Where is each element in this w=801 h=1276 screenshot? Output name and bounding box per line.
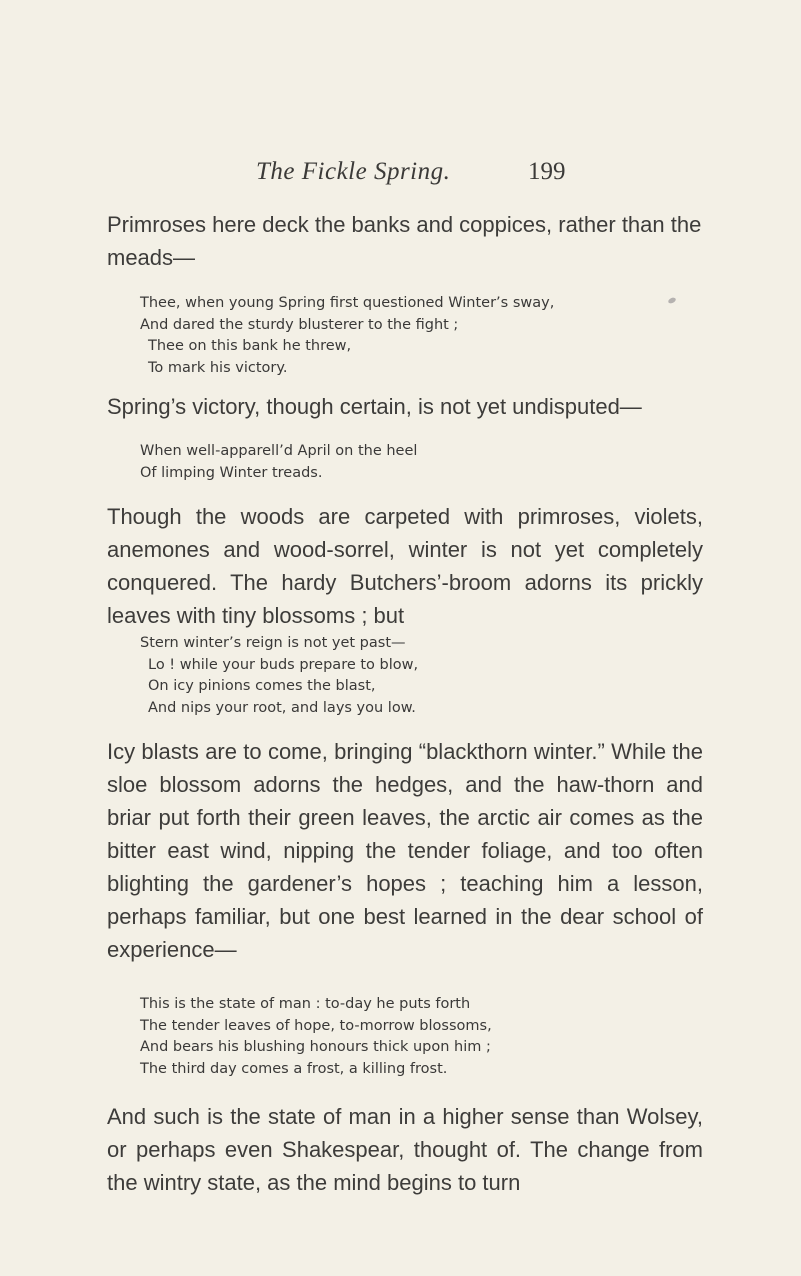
verse-line: When well-apparell’d April on the heel xyxy=(140,443,418,459)
prose-paragraph: Icy blasts are to come, bringing “blackthorn winter.” While the sloe blossom adorns the hedges, and the haw-thorn and briar put forth their green leaves, the arctic air comes as the bitter east wind, nipping the tender foliage, and too often blighting the gardener’s hopes ; teaching him a lesson, perhaps familiar, but one best learned in the dear school of experience— xyxy=(107,739,703,962)
verse-line: Thee on this bank he threw, xyxy=(148,338,352,354)
verse-line: Stern winter’s reign is not yet past— xyxy=(140,635,406,651)
verse-line: Lo ! while your buds prepare to blow, xyxy=(148,656,419,673)
prose-paragraph: And such is the state of man in a higher sense than Wolsey, or perhaps even Shakespear, thought of. The change from the wintry state, as the mind begins to turn xyxy=(107,1104,703,1195)
verse-line: And bears his blushing honours thick upon him ; xyxy=(140,1039,491,1055)
verse-line: And dared the sturdy blusterer to the fight ; xyxy=(140,316,459,333)
verse-line: Of limping Winter treads. xyxy=(140,464,323,481)
page-number: 199 xyxy=(528,158,566,185)
verse-line: This is the state of man : to-day he puts forth xyxy=(140,996,471,1012)
verse-stanza xyxy=(140,633,680,719)
verse-stanza xyxy=(140,994,680,1080)
verse-line: To mark his victory. xyxy=(148,359,288,376)
prose-paragraph: Primroses here deck the banks and coppices, rather than the meads— xyxy=(107,212,702,270)
verse-line: The tender leaves of hope, to-morrow blossoms, xyxy=(140,1017,492,1034)
running-head xyxy=(256,158,616,188)
verse-stanza xyxy=(140,293,680,379)
verse-line: On icy pinions comes the blast, xyxy=(148,678,376,694)
verse-line: Thee, when young Spring first questioned Winter’s sway, xyxy=(140,295,555,311)
verse-stanza xyxy=(140,441,680,484)
verse-line: And nips your root, and lays you low. xyxy=(148,699,416,716)
running-title: The Fickle Spring. xyxy=(256,158,451,185)
prose-paragraph: Though the woods are carpeted with primroses, violets, anemones and wood-sorrel, winter is not yet completely conquered. The hardy Butchers’-broom adorns its prickly leaves with tiny blossoms ; but xyxy=(107,504,703,628)
verse-line: The third day comes a frost, a killing frost. xyxy=(140,1060,448,1077)
prose-paragraph: Spring’s victory, though certain, is not yet undisputed— xyxy=(107,394,642,419)
